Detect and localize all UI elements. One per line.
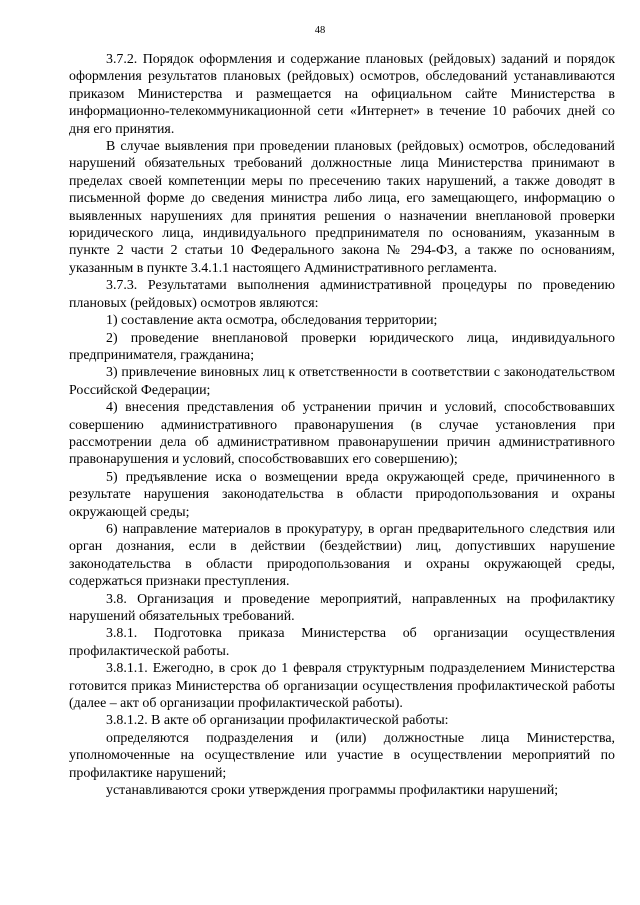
- page-number: 48: [314, 25, 326, 36]
- list-item-4: 4) внесения представления об устранении причин и условий, способствовавших совершению административного правонарушения (в случае установления при рассмотрении дела об административном правонарушении причин административного правонарушения и условий, способствовавших его совершению);: [69, 400, 615, 468]
- paragraph-3-8: 3.8. Организация и проведение мероприятий, направленных на профилактику нарушений обязательных требований.: [69, 591, 615, 624]
- list-item-2: 2) проведение внеплановой проверки юридического лица, индивидуального предпринимателя, гражданина;: [69, 330, 615, 363]
- paragraph-3-7-3: 3.7.3. Результатами выполнения административной процедуры по проведению плановых (рейдовых) осмотров являются:: [69, 278, 615, 311]
- paragraph-violations-detected: В случае выявления при проведении плановых (рейдовых) осмотров, обследований нарушений обязательных требований должностные лица Министерства принимают в пределах своей компетенции меры по пресечению таких нарушений, а также доводят в письменной форме до сведения министра либо лица, его замещающего, информацию о выявленных нарушениях для принятия решения о назначении внеплановой проверки юридического лица, индивидуального предпринимателя по основаниям, указанным в пункте 2 части 2 статьи 10 Федерального закона № 294-ФЗ, а также по основаниям, указанным в пункте 3.4.1.1 настоящего Административного регламента.: [69, 139, 615, 276]
- paragraph-3-8-1-1: 3.8.1.1. Ежегодно, в срок до 1 февраля структурным подразделением Министерства готовится приказ Министерства об организации осуществления профилактической работы (далее – акт об организации профилактической работы).: [69, 661, 615, 712]
- document-body: [69, 51, 615, 799]
- list-item-3: 3) привлечение виновных лиц к ответственности в соответствии с законодательством Российской Федерации;: [69, 365, 615, 398]
- list-item-1: 1) составление акта осмотра, обследования территории;: [106, 313, 438, 329]
- paragraph-3-8-1: 3.8.1. Подготовка приказа Министерства об организации осуществления профилактической работы.: [69, 626, 615, 659]
- list-item-6: 6) направление материалов в прокуратуру, в орган предварительного следствия или орган дознания, если в действии (бездействии) лиц, допустивших нарушение законодательства в области природопользования и охраны окружающей среды, содержаться признаки преступления.: [69, 521, 615, 590]
- list-item-5: 5) предъявление иска о возмещении вреда окружающей среде, причиненного в результате нарушения законодательства в области природопользования и охраны окружающей среды;: [69, 469, 615, 520]
- paragraph-responsible-units: определяются подразделения и (или) должностные лица Министерства, уполномоченные на осуществление или участие в осуществлении мероприятий по профилактике нарушений;: [69, 730, 615, 781]
- paragraph-3-8-1-2: 3.8.1.2. В акте об организации профилактической работы:: [106, 713, 449, 729]
- paragraph-3-7-2: 3.7.2. Порядок оформления и содержание плановых (рейдовых) заданий и порядок оформления результатов плановых (рейдовых) осмотров, обследований устанавливаются приказом Министерства и размещается на официальном сайте Министерства в информационно-телекоммуникационной сети «Интернет» в течение 10 рабочих дней со дня его принятия.: [69, 52, 615, 137]
- paragraph-program-deadlines: устанавливаются сроки утверждения программы профилактики нарушений;: [106, 783, 559, 799]
